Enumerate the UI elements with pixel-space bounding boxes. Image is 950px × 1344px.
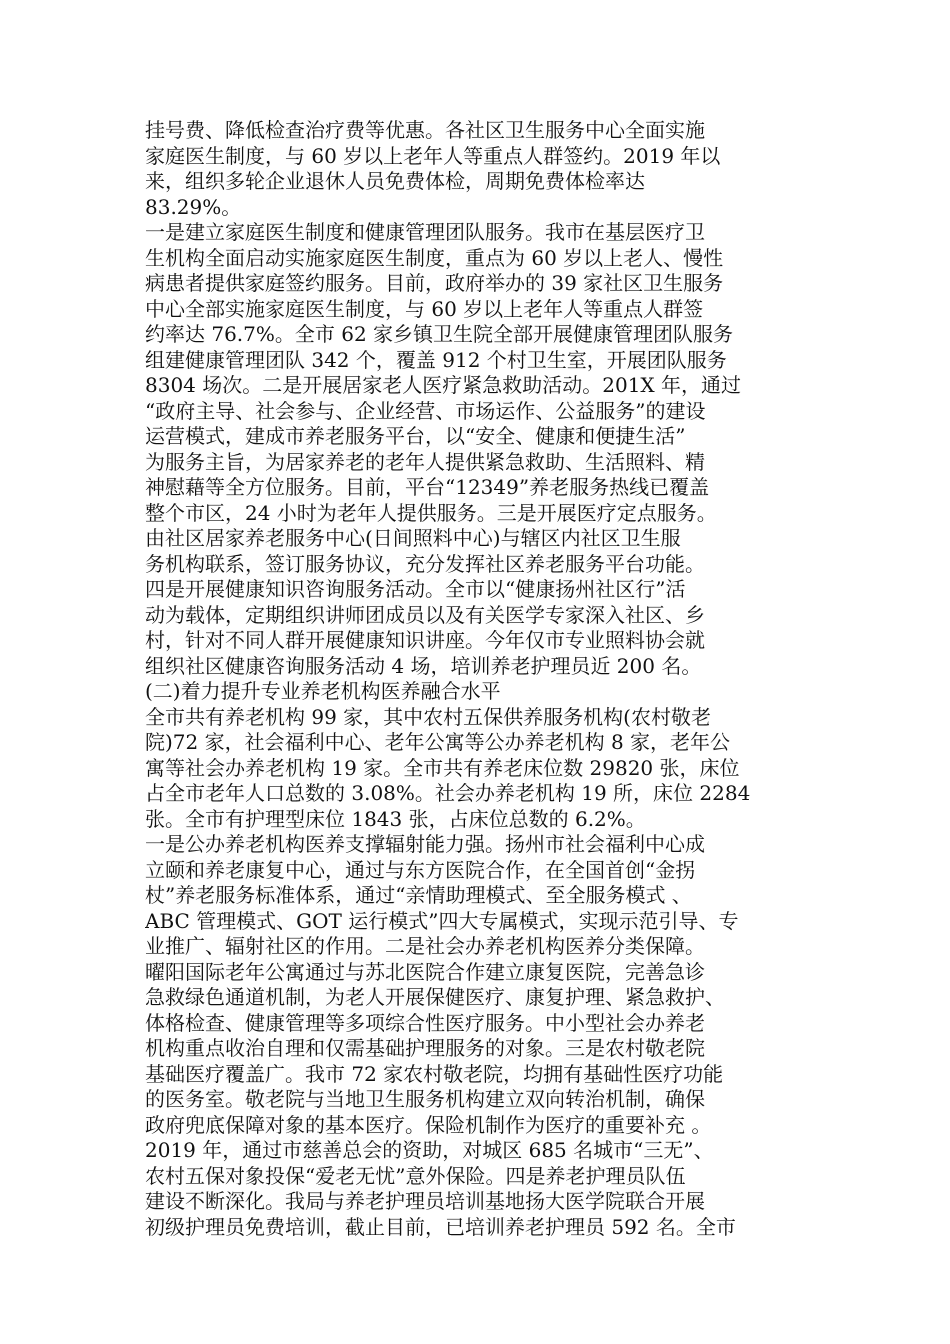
- text-line: 约率达 76.7%。全市 62 家乡镇卫生院全部开展健康管理团队服务: [145, 322, 734, 346]
- text-line: 体格检查、健康管理等多项综合性医疗服务。中小型社会办养老: [145, 1010, 705, 1035]
- text-line: 一是公办养老机构医养支撑辐射能力强。扬州市社会福利中心成: [145, 832, 705, 856]
- text-line: 中心全部实施家庭医生制度，与 60 岁以上老年人等重点人群签: [145, 296, 704, 321]
- text-line: 占全市老年人口总数的 3.08%。社会办养老机构 19 所，床位 2284: [145, 781, 751, 805]
- document-body: [145, 118, 815, 1240]
- text-line: 张。全市有护理型床位 1843 张，占床位总数的 6.2%。: [145, 806, 646, 831]
- text-line: 整个市区，24 小时为老年人提供服务。三是开展医疗定点服务。: [145, 500, 717, 525]
- text-line: 农村五保对象投保“爱老无忧”意外保险。四是养老护理员队伍: [145, 1163, 686, 1188]
- text-line: 运营模式，建成市养老服务平台，以“安全、健康和便捷生活”: [145, 424, 686, 448]
- text-line: 立颐和养老康复中心，通过与东方医院合作，在全国首创“金拐: [145, 857, 696, 882]
- text-line: 来，组织多轮企业退休人员免费体检，周期免费体检率达: [145, 169, 645, 193]
- text-line: 全市共有养老机构 99 家，其中农村五保供养服务机构(农村敬老: [145, 704, 711, 729]
- text-line: 2019 年，通过市慈善总会的资助，对城区 685 名城市“三无”、: [145, 1138, 714, 1162]
- text-line: 病患者提供家庭签约服务。目前，政府举办的 39 家社区卫生服务: [145, 271, 724, 295]
- text-line: 务机构联系，签订服务协议，充分发挥社区养老服务平台功能。: [145, 551, 705, 576]
- text-line: 村，针对不同人群开展健康知识讲座。今年仅市专业照料协会就: [145, 628, 705, 652]
- text-line: 急救绿色通道机制，为老人开展保健医疗、康复护理、紧急救护、: [145, 985, 725, 1009]
- text-line: 业推广、辐射社区的作用。二是社会办养老机构医养分类保障。: [145, 934, 705, 958]
- text-line: 为服务主旨，为居家养老的老年人提供紧急救助、生活照料、精: [145, 449, 705, 474]
- text-line: 的医务室。敬老院与当地卫生服务机构建立双向转治机制，确保: [145, 1087, 705, 1111]
- text-line: 初级护理员免费培训，截止目前，已培训养老护理员 592 名。全市: [145, 1214, 736, 1239]
- text-line: 神慰藉等全方位服务。目前，平台“12349”养老服务热线已覆盖: [145, 475, 710, 499]
- text-line: 家庭医生制度，与 60 岁以上老年人等重点人群签约。2019 年以: [145, 143, 721, 168]
- text-line: 一是建立家庭医生制度和健康管理团队服务。我市在基层医疗卫: [145, 220, 705, 244]
- text-line: 83.29%。: [145, 194, 242, 219]
- text-line: (二)着力提升专业养老机构医养融合水平: [145, 679, 501, 703]
- text-line: 寓等社会办养老机构 19 家。全市共有养老床位数 29820 张，床位: [145, 755, 740, 780]
- text-line: 曜阳国际老年公寓通过与苏北医院合作建立康复医院，完善急诊: [145, 959, 705, 984]
- text-line: 建设不断深化。我局与养老护理员培训基地扬大医学院联合开展: [145, 1189, 705, 1213]
- text-line: 8304 场次。二是开展居家老人医疗紧急救助活动。201X 年，通过: [145, 373, 742, 397]
- text-line: 政府兜底保障对象的基本医疗。保险机制作为医疗的重要补充 。: [145, 1112, 712, 1137]
- text-line: 挂号费、降低检查治疗费等优惠。各社区卫生服务中心全面实施: [145, 118, 705, 142]
- text-line: 四是开展健康知识咨询服务活动。全市以“健康扬州社区行”活: [145, 577, 686, 601]
- text-line: 院)72 家，社会福利中心、老年公寓等公办养老机构 8 家，老年公: [145, 730, 731, 754]
- text-line: 组建健康管理团队 342 个，覆盖 912 个村卫生室，开展团队服务: [145, 347, 727, 372]
- text-line: “政府主导、社会参与、企业经营、市场运作、公益服务”的建设: [145, 398, 706, 423]
- text-line: 机构重点收治自理和仅需基础护理服务的对象。三是农村敬老院: [145, 1036, 705, 1060]
- text-line: 生机构全面启动实施家庭医生制度，重点为 60 岁以上老人、慢性: [145, 245, 724, 270]
- text-line: 杖”养老服务标准体系，通过“亲情助理模式、至全服务模式 、: [145, 883, 692, 907]
- text-line: 基础医疗覆盖广。我市 72 家农村敬老院，均拥有基础性医疗功能: [145, 1061, 724, 1086]
- text-line: ABC 管理模式、GOT 运行模式”四大专属模式，实现示范引导、专: [145, 908, 739, 933]
- text-line: 由社区居家养老服务中心(日间照料中心)与辖区内社区卫生服: [145, 526, 681, 550]
- text-line: 组织社区健康咨询服务活动 4 场，培训养老护理员近 200 名。: [145, 653, 702, 678]
- text-line: 动为载体，定期组织讲师团成员以及有关医学专家深入社区、乡: [145, 602, 705, 627]
